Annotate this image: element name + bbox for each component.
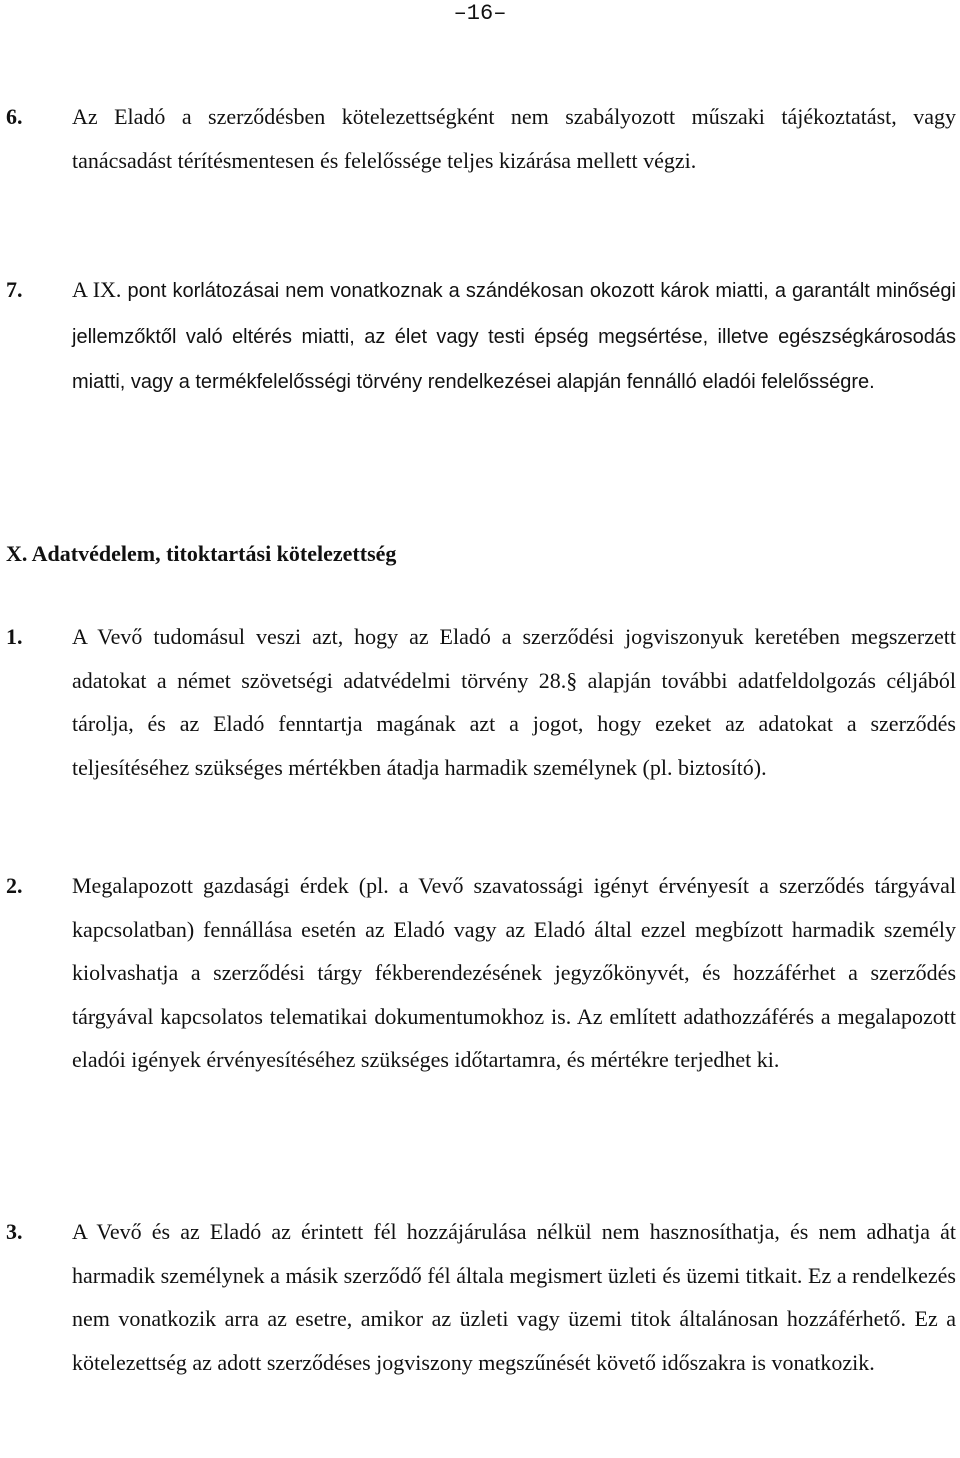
clause-text [72, 268, 956, 405]
clause-number: 1. [6, 624, 23, 649]
clause-text: A Vevő és az Eladó az érintett fél hozzájárulása nélkül nem hasznosíthatja, és nem adhatja át harmadik személynek a másik szerződő fél általa megismert üzleti és üzemi titkait. Ez a rendelkezés nem vonatkozik arra az esetre, amikor az üzleti vagy üzemi titok általánosan hozzáférhető. Ez a kötelezettség az adott szerződéses jogviszony megszűnését követő időszakra is vonatkozik. [72, 1219, 956, 1375]
clause-text-body: pont korlátozásai nem vonatkoznak a szándékosan okozott károk miatti, a garantált minőségi jellemzőktől való eltérés miatti, az élet vagy testi épség megsértése, illetve egészségkárosodás miatti, vagy a termékfelelősségi törvény rendelkezései alapján fennálló eladói felelősségre. [72, 280, 956, 393]
clause-text: A Vevő tudomásul veszi azt, hogy az Eladó a szerződési jogviszonyuk keretében megszerzett adatokat a német szövetségi adatvédelmi törvény 28.§ alapján további adatfeldolgozás céljából tárolja, és az Eladó fenntartja magának azt a jogot, hogy ezeket az adatokat a szerződés teljesítéséhez szükséges mértékben átadja harmadik személynek (pl. biztosító). [72, 624, 956, 780]
clause-text: Megalapozott gazdasági érdek (pl. a Vevő szavatossági igényt érvényesít a szerződés tárgyával kapcsolatban) fennállása esetén az Eladó vagy az Eladó által ezzel megbízott harmadik személy kiolvashatja a szerződési tárgy fékberendezésének jegyzőkönyvét, és hozzáférhet a szerződés tárgyával kapcsolatos telematikai dokumentumokhoz is. Az említett adathozzáférés a megalapozott eladói igények érvényesítéséhez szükséges időtartamra, és mértékre terjedhet ki. [72, 873, 956, 1072]
section-heading: X. Adatvédelem, titoktartási kötelezettség [6, 541, 397, 566]
clause-text-reference: A IX. [72, 277, 128, 302]
clause-number: 6. [6, 104, 23, 129]
clause-text: Az Eladó a szerződésben kötelezettségként nem szabályozott műszaki tájékoztatást, vagy tanácsadást térítésmentesen és felelőssége teljes kizárása mellett végzi. [72, 104, 956, 173]
clause-number: 7. [6, 277, 23, 302]
page-number: –16– [453, 1, 507, 26]
clause-number: 2. [6, 873, 23, 898]
clause-number: 3. [6, 1219, 23, 1244]
